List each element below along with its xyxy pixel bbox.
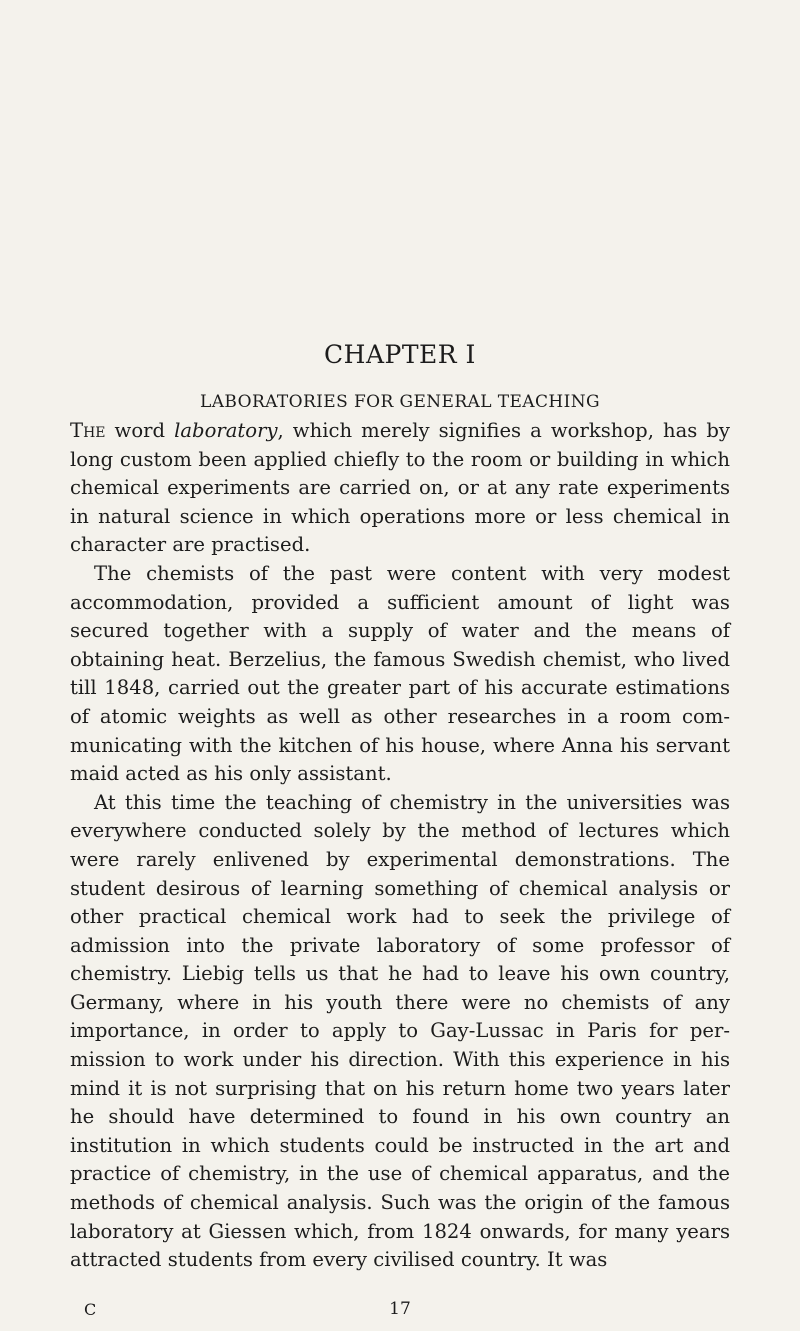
chapter-title: LABORATORIES FOR GENERAL TEACHING bbox=[200, 392, 600, 412]
paragraph-lead-word: The bbox=[70, 419, 106, 442]
paragraph-1 bbox=[70, 417, 730, 560]
body-text bbox=[70, 417, 730, 1275]
emphasis-laboratory: laboratory bbox=[174, 419, 278, 442]
paragraph-1-rest: , which merely signifies a workshop, has by long custom been applied chiefly to the room or building in which chemical experiments are carried on, or at any rate experiments in natural science in which operations more or less chemical in character are practised. bbox=[70, 419, 730, 557]
paragraph-3: At this time the teaching of chemistry in the universities was everywhere conducted solely by the method of lectures which were rarely enlivened by experimental demonstrations. The student desirous of learning something of chemical analysis or other practical chemical work had to seek the privilege of admission into the private laboratory of some professor of chemistry. Liebig tells us that he had to leave his own country, Germany, where in his youth there were no chemists of any importance, in order to apply to Gay-Lussac in Paris for per-mission to work under his direction. With this experience in his mind it is not surprising that on his return home two years later he should have determined to found in his own country an institution in which students could be instructed in the art and practice of chemistry, in the use of chemical apparatus, and the methods of chemical analysis. Such was the origin of the famous laboratory at Giessen which, from 1824 onwards, for many years attracted students from every civilised country. It was bbox=[70, 790, 730, 1272]
paragraph-2: The chemists of the past were content with very modest accommodation, provided a sufficient amount of light was secured together with a supply of water and the means of obtaining heat. Berzelius, the famous Swedish chemist, who lived till 1848, carried out the greater part of his accurate estimations of atomic weights as well as other researches in a room com-municating with the kitchen of his house, where Anna his servant maid acted as his only assistant. bbox=[70, 561, 730, 786]
page-number: 17 bbox=[389, 1299, 411, 1319]
signature-mark: C bbox=[84, 1300, 97, 1319]
chapter-heading: CHAPTER I bbox=[324, 340, 476, 369]
paragraph-1-pre: word bbox=[105, 419, 175, 442]
